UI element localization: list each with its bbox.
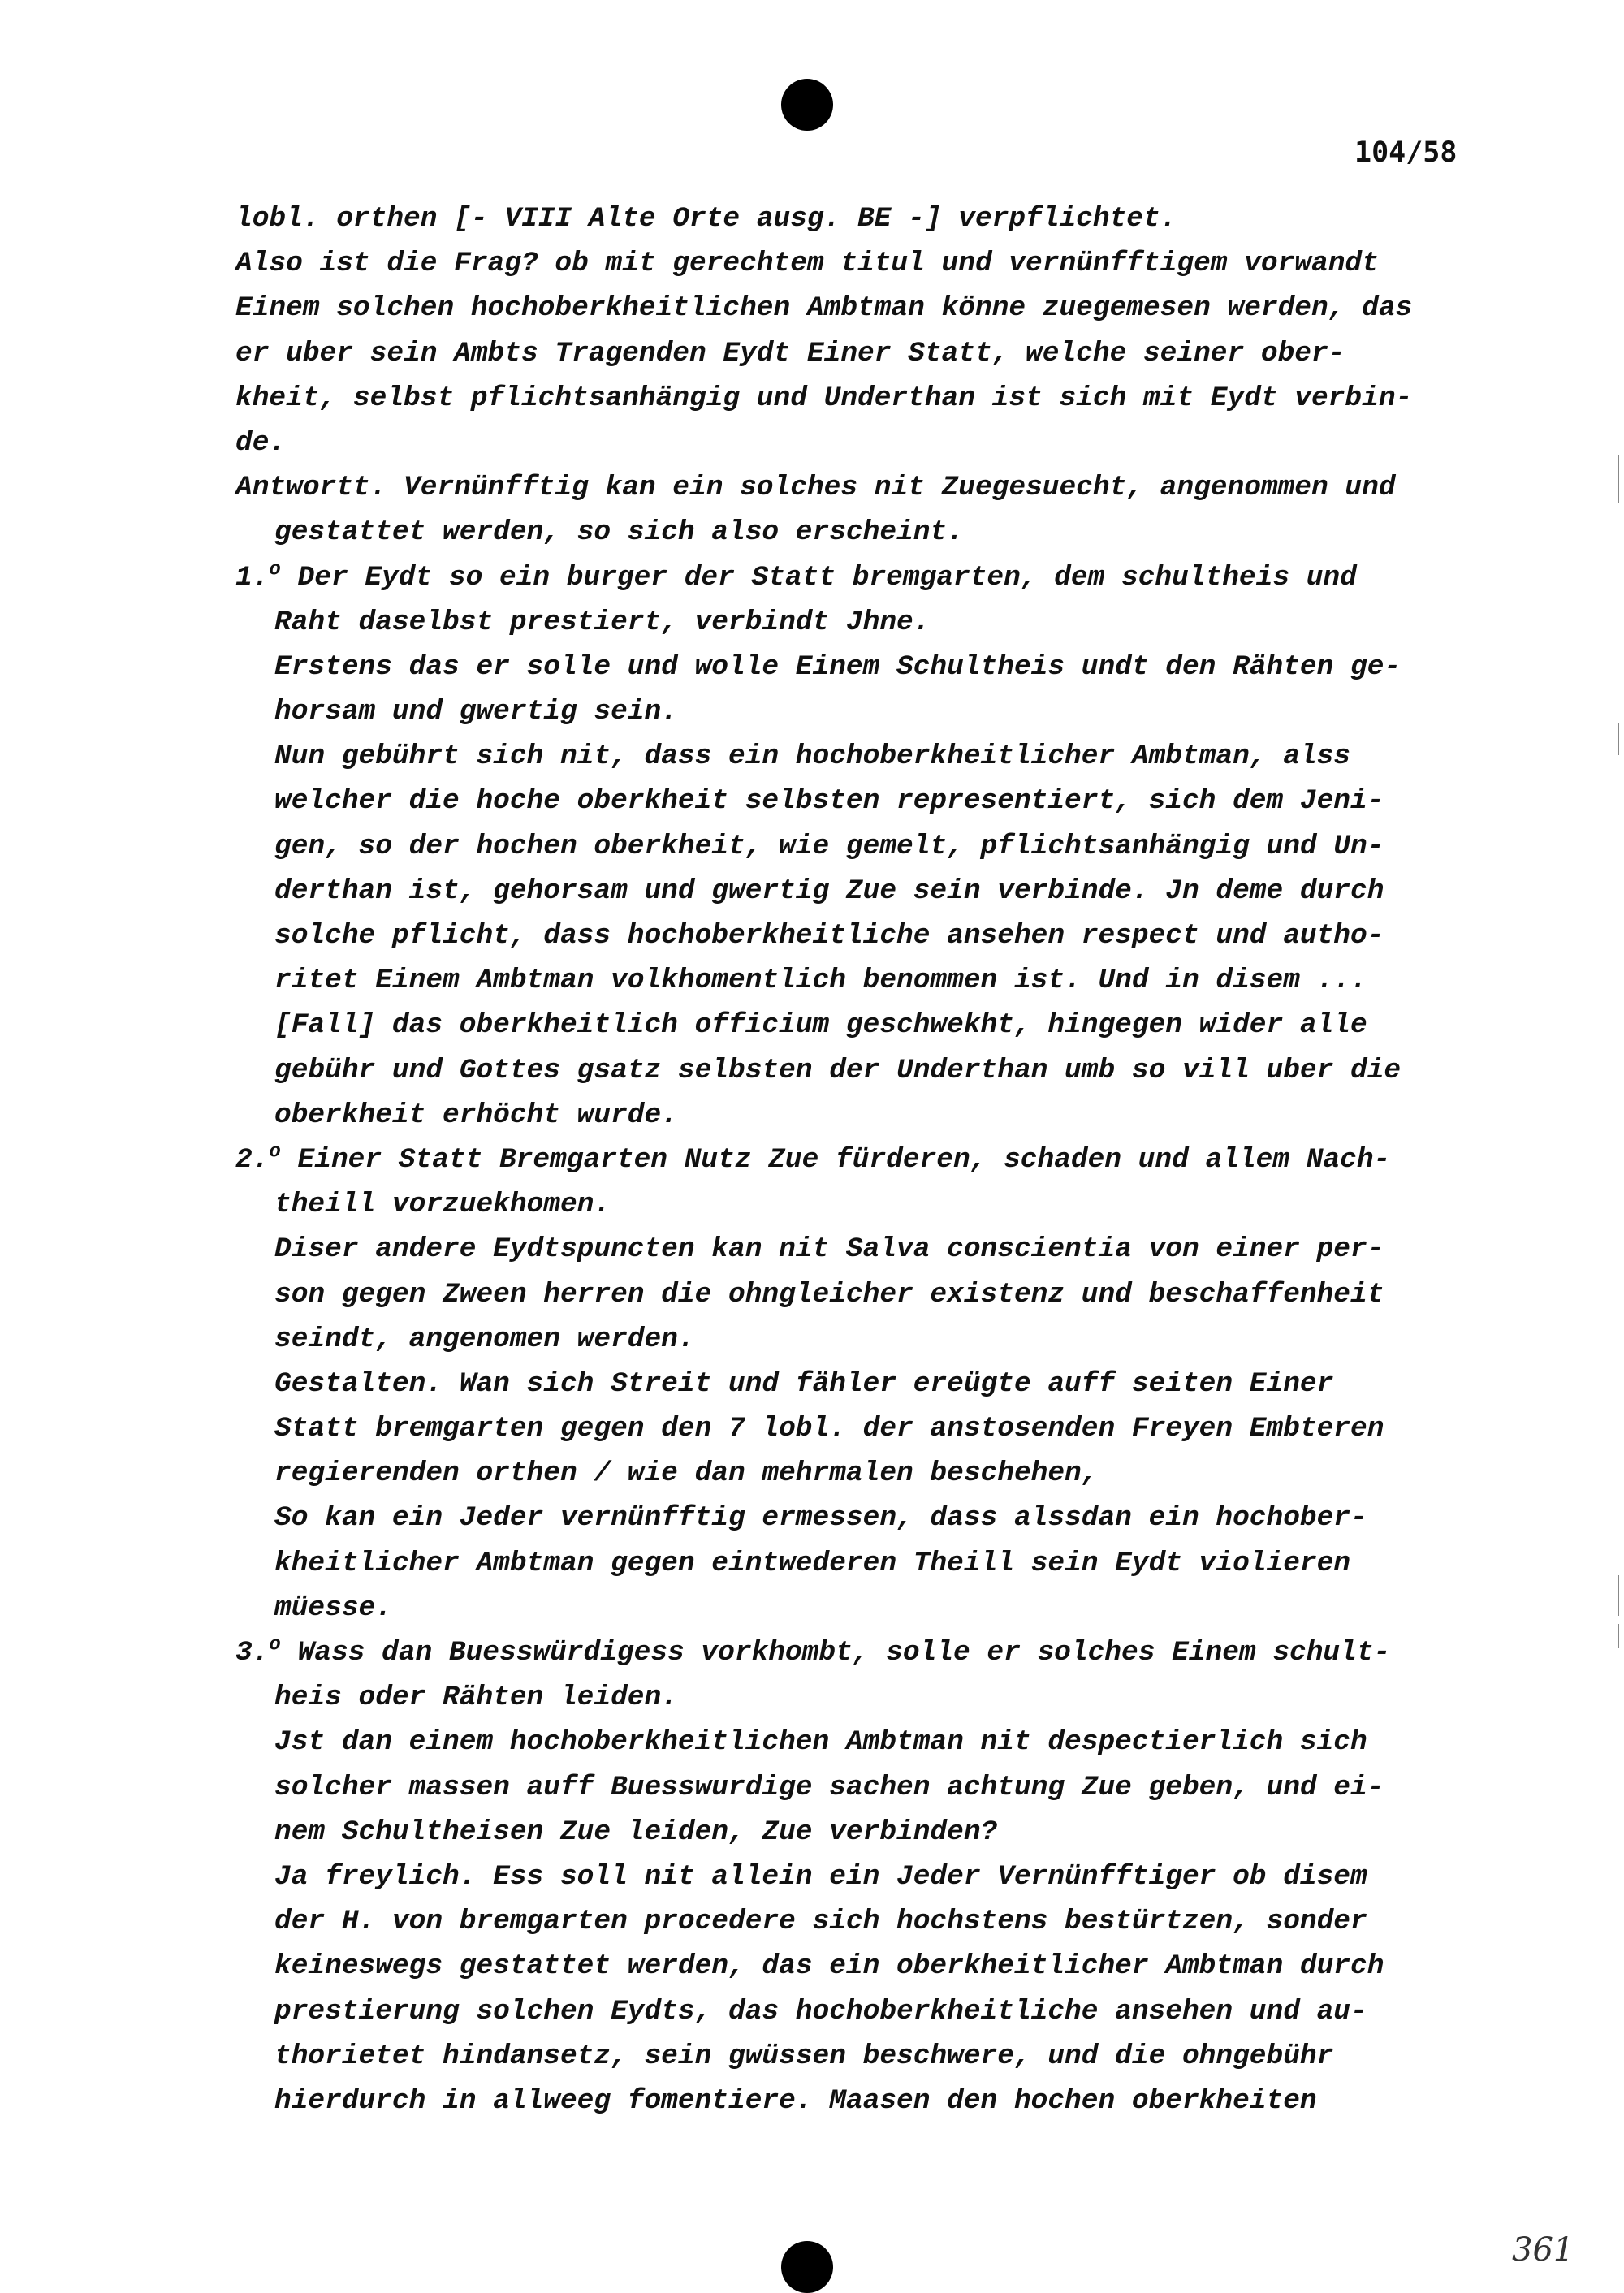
text-line [235, 286, 1486, 330]
line-text: horsam und gwertig sein. [274, 696, 678, 728]
line-text: de. [235, 426, 287, 459]
line-text: kheitlicher Ambtman gegen eintwederen Theill sein Eydt violieren [274, 1547, 1351, 1579]
punch-hole-top [781, 79, 833, 131]
text-line [235, 1765, 1486, 1810]
line-text: Erstens das er solle und wolle Einem Schultheis undt den Rähten ge- [274, 650, 1402, 683]
text-line [235, 1630, 1486, 1675]
line-text: Antwortt. Vernünfftig kan ein solches nit Zuegesuecht, angenommen und [235, 472, 1396, 504]
text-line [235, 1541, 1486, 1586]
document-body [235, 196, 1486, 2123]
line-text: nem Schultheisen Zue leiden, Zue verbinden? [274, 1816, 998, 1848]
text-line [235, 1406, 1486, 1451]
text-line [235, 1720, 1486, 1764]
line-text: prestierung solchen Eydts, das hochoberkheitliche ansehen und au- [274, 1995, 1367, 2027]
degree-mark: o [269, 1634, 281, 1656]
line-text: [Fall] das oberkheitlich officium geschwekht, hingegen wider alle [274, 1009, 1367, 1042]
text-line [235, 376, 1486, 421]
line-text: er uber sein Ambts Tragenden Eydt Einer Statt, welche seiner ober- [235, 337, 1345, 369]
text-line [235, 510, 1486, 555]
line-text: gebühr und Gottes gsatz selbsten der Underthan umb so vill uber die [274, 1054, 1402, 1086]
line-text: Ja freylich. Ess soll nit allein ein Jeder Vernünfftiger ob disem [274, 1860, 1367, 1893]
line-text: solcher massen auff Buesswurdige sachen achtung Zue geben, und ei- [274, 1771, 1384, 1803]
text-line [235, 2034, 1486, 2079]
punch-hole-bottom [781, 2241, 833, 2293]
text-line [235, 1362, 1486, 1406]
line-text: ritet Einem Ambtman volkhomentlich benommen ist. Und in disem ... [274, 965, 1367, 997]
line-text: kheit, selbst pflichtsanhängig und Underthan ist sich mit Eydt verbin- [235, 382, 1413, 414]
text-line [235, 555, 1486, 600]
text-line [235, 2079, 1486, 2123]
margin-marks [1618, 455, 1621, 1673]
line-text: lobl. orthen [- VIII Alte Orte ausg. BE -] verpflichtet. [235, 203, 1177, 235]
item-number: 3. [235, 1637, 270, 1669]
line-text: son gegen Zween herren die ohngleicher existenz und beschaffenheit [274, 1278, 1384, 1311]
text-line [235, 1451, 1486, 1496]
line-text: theill vorzuekhomen. [274, 1189, 611, 1221]
text-line [235, 1944, 1486, 1989]
text-line [235, 1586, 1486, 1630]
line-text: der H. von bremgarten procedere sich hochstens bestürtzen, sonder [274, 1906, 1367, 1938]
line-text: heis oder Rähten leiden. [274, 1682, 678, 1714]
text-line [235, 1810, 1486, 1855]
degree-mark: o [269, 559, 281, 581]
text-line [235, 779, 1486, 823]
text-line [235, 645, 1486, 689]
line-text: thorietet hindansetz, sein gwüssen beschwere, und die ohngebühr [274, 2040, 1334, 2072]
line-text: müesse. [274, 1591, 392, 1624]
line-text: Diser andere Eydtspuncten kan nit Salva conscientia von einer per- [274, 1233, 1384, 1266]
text-line [235, 913, 1486, 958]
text-line [235, 600, 1486, 645]
line-text: solche pflicht, dass hochoberkheitliche ansehen respect und autho- [274, 920, 1384, 952]
text-line [235, 196, 1486, 241]
text-line [235, 689, 1486, 734]
line-text: Wass dan Buesswürdigess vorkhombt, solle er solches Einem schult- [280, 1637, 1391, 1669]
text-line [235, 1317, 1486, 1362]
text-line [235, 1182, 1486, 1227]
item-number: 1. [235, 561, 270, 594]
degree-mark: o [269, 1141, 281, 1164]
text-line [235, 1003, 1486, 1047]
line-text: Also ist die Frag? ob mit gerechtem titul und vernünfftigem vorwandt [235, 248, 1379, 280]
line-text: Statt bremgarten gegen den 7 lobl. der anstosenden Freyen Embteren [274, 1413, 1384, 1445]
page-number: 104/58 [1354, 136, 1458, 169]
line-text: So kan ein Jeder vernünfftig ermessen, dass alssdan ein hochober- [274, 1502, 1367, 1535]
text-line [235, 824, 1486, 869]
line-text: gestattet werden, so sich also erscheint. [274, 516, 964, 549]
line-text: Raht daselbst prestiert, verbindt Jhne. [274, 606, 931, 638]
text-line [235, 1899, 1486, 1944]
line-text: Einer Statt Bremgarten Nutz Zue fürderen, schaden und allem Nach- [280, 1143, 1391, 1176]
text-line [235, 1093, 1486, 1138]
line-text: Jst dan einem hochoberkheitlichen Ambtman nit despectierlich sich [274, 1726, 1367, 1759]
line-text: derthan ist, gehorsam und gwertig Zue sein verbinde. Jn deme durch [274, 874, 1384, 907]
line-text: seindt, angenomen werden. [274, 1323, 695, 1355]
text-line [235, 1675, 1486, 1720]
line-text: Der Eydt so ein burger der Statt bremgarten, dem schultheis und [280, 561, 1357, 594]
text-line [235, 1496, 1486, 1540]
text-line [235, 1989, 1486, 2034]
line-text: welcher die hoche oberkheit selbsten representiert, sich dem Jeni- [274, 785, 1384, 818]
text-line [235, 1048, 1486, 1093]
text-line [235, 465, 1486, 510]
line-text: gen, so der hochen oberkheit, wie gemelt, pflichtsanhängig und Un- [274, 830, 1384, 862]
text-line [235, 869, 1486, 913]
text-line [235, 241, 1486, 286]
handwritten-folio-number: 361 [1512, 2231, 1574, 2269]
line-text: oberkheit erhöcht wurde. [274, 1099, 678, 1131]
text-line [235, 1138, 1486, 1182]
text-line [235, 1855, 1486, 1899]
line-text: Nun gebührt sich nit, dass ein hochoberkheitlicher Ambtman, alss [274, 741, 1351, 773]
text-line [235, 421, 1486, 465]
text-line [235, 734, 1486, 779]
line-text: Gestalten. Wan sich Streit und fähler ereügte auff seiten Einer [274, 1367, 1334, 1400]
line-text: regierenden orthen / wie dan mehrmalen beschehen, [274, 1457, 1099, 1490]
text-line [235, 331, 1486, 376]
line-text: keineswegs gestattet werden, das ein oberkheitlicher Ambtman durch [274, 1950, 1384, 1983]
line-text: hierdurch in allweeg fomentiere. Maasen den hochen oberkheiten [274, 2084, 1317, 2117]
text-line [235, 1227, 1486, 1272]
line-text: Einem solchen hochoberkheitlichen Ambtman könne zuegemesen werden, das [235, 292, 1413, 325]
text-line [235, 1272, 1486, 1317]
text-line [235, 958, 1486, 1003]
item-number: 2. [235, 1143, 270, 1176]
